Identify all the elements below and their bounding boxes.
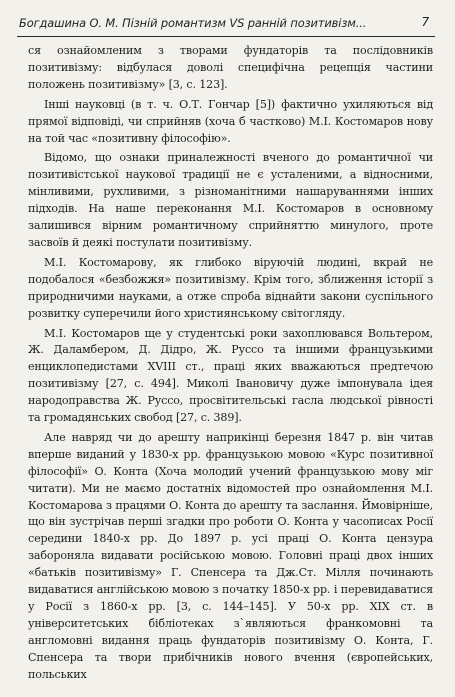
running-header — [17, 7, 435, 37]
paragraph: Відомо, що ознаки приналежності вченого до романтичної чи позитивістської наукової традиції не є усталеними, а відносними, мінливими, рухливими, з різноманітними нашаруваннями інших підходів. На наше переконання М.І. Костомаров в основному залишився вірним романтичному сприйняттю минулого, проте засвоїв й деякі постулати позитивізму. — [28, 151, 433, 249]
paragraph: М.І. Костомаров ще у студентські роки захоплювався Вольтером, Ж. Даламбером, Д. Дідро, Ж. Руссо та іншими французькими енциклопедистами XVIII ст., праці яких вважаються предтечою позитивізму [27, с. 494]. Миколі Івановичу дуже імпонувала ідея народоправства Ж. Руссо, просвітительські гасла людської рівності та громадянських свобод [27, с. 389]. — [28, 326, 433, 425]
paragraph: ся ознайомленим з творами фундаторів та послідовників позитивізму: відбулася доволі специфічна рецепція частини положень позитивізму» [3, с. 123]. — [28, 44, 433, 91]
running-title: Богдашина О. М. Пізній романтизм VS ранній позитивізм... — [19, 16, 367, 30]
paragraph: М.І. Костомарову, як глибоко віруючій людині, вкрай не подобалося «безбожжя» позитивізму. Крім того, зближення історії з природничими науками, а отже спроба віднайти закони суспільного розвитку суперечили його християнському світогляду. — [28, 255, 433, 320]
page-number: 7 — [421, 15, 429, 29]
paragraph: Але навряд чи до арешту наприкінці березня 1847 р. він читав вперше виданий у 1830-х рр. французькою мовою «Курс позитивної філософії» О. Конта (Хоча молодий учений французькою мову міг читати). Ми не маємо достатніх відомостей про ознайомлення М.І. Костомарова з працями О. Конта до арешту та заслання. Ймовірніше, що він зустрічав перші згадки про роботи О. Конта у часописах Росії середини 1840-х рр. До 1897 р. усі праці О. Конта цензура заборонялa видавати російською мовою. Головні праці двох інших «батьків позитивізму» Г. Спенсера та Дж.Ст. Мілля починають видаватися англійською мовою з початку 1850-х рр. і перевидаватися у Росії з 1860-х рр. [3, с. 144–145]. У 50-х рр. XIX ст. в університетських бібліотеках з`являються франкомовні та англомовні видання праць фундаторів позитивізму О. Конта, Г. Спенсера та твори прибічників нового вчення (європейських, польських — [28, 430, 433, 681]
body-text — [28, 43, 433, 687]
paragraph: Інші науковці (в т. ч. О.Т. Гончар [5]) фактично ухиляються від прямої відповіді, чи сприйняв (хоча б частково) М.І. Костомаров нову на той час «позитивну філософію». — [28, 97, 433, 145]
